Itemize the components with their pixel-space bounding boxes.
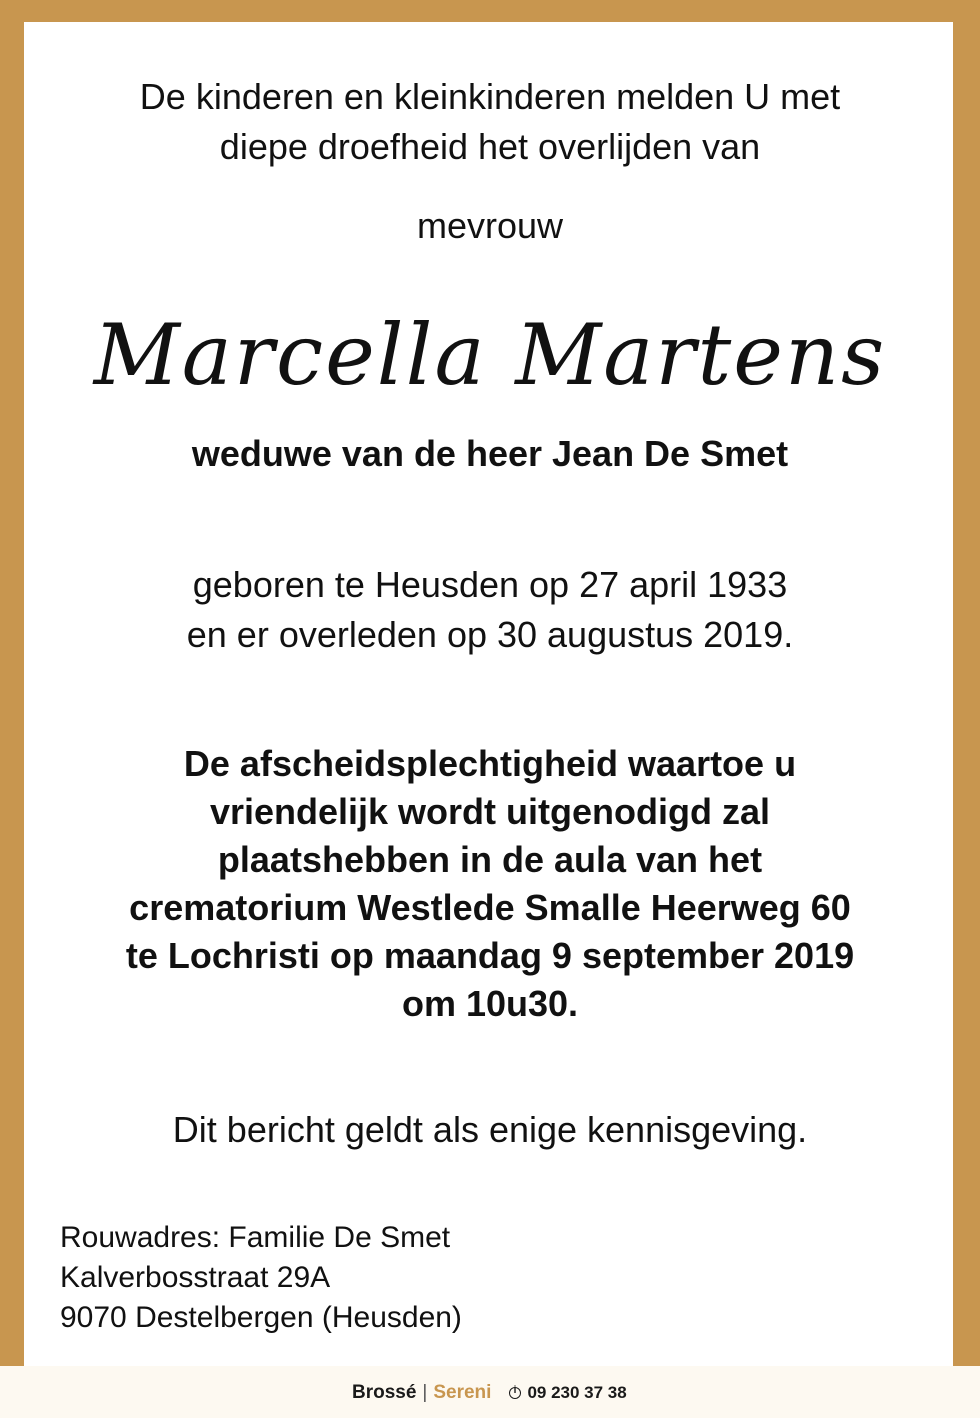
ceremony-details [0, 740, 980, 1028]
address-line-1: Rouwadres: Familie De Smet [60, 1221, 451, 1254]
address-line-3: 9070 Destelbergen (Heusden) [60, 1301, 462, 1334]
notice-text: Dit bericht geldt als enige kennisgeving. [172, 1109, 808, 1150]
ceremony-line: vriendelijk wordt uitgenodigd zal [209, 791, 771, 832]
intro-text [0, 72, 980, 172]
footer-bar [0, 1366, 980, 1418]
died-line: en er overleden op 30 augustus 2019. [186, 614, 794, 655]
widow-of: weduwe van de heer Jean De Smet [191, 433, 789, 474]
address-line-2: Kalverbosstraat 29A [60, 1261, 331, 1294]
life-dates [0, 560, 980, 660]
brand-separator: | [422, 1382, 428, 1403]
ceremony-line: De afscheidsplechtigheid waartoe u [183, 743, 797, 784]
title-word: mevrouw [416, 205, 564, 246]
info-icon [509, 1387, 521, 1399]
ceremony-line: crematorium Westlede Smalle Heerweg 60 [129, 887, 851, 928]
ceremony-line: plaatshebben in de aula van het [217, 839, 763, 880]
mourning-address [60, 1218, 462, 1338]
deceased-name: Marcella Martens [93, 306, 887, 404]
phone-number: 09 230 37 38 [527, 1383, 627, 1402]
funeral-home-brand [352, 1380, 627, 1406]
ceremony-line: te Lochristi op maandag 9 september 2019 [125, 935, 855, 976]
intro-line-2: diepe droefheid het overlijden van [219, 126, 761, 167]
intro-line-1: De kinderen en kleinkinderen melden U met [139, 76, 841, 117]
ceremony-line: om 10u30. [401, 983, 579, 1024]
brand-brosse: Brossé [352, 1382, 417, 1403]
brand-sereni: Sereni [433, 1382, 492, 1403]
born-line: geboren te Heusden op 27 april 1933 [192, 564, 788, 605]
